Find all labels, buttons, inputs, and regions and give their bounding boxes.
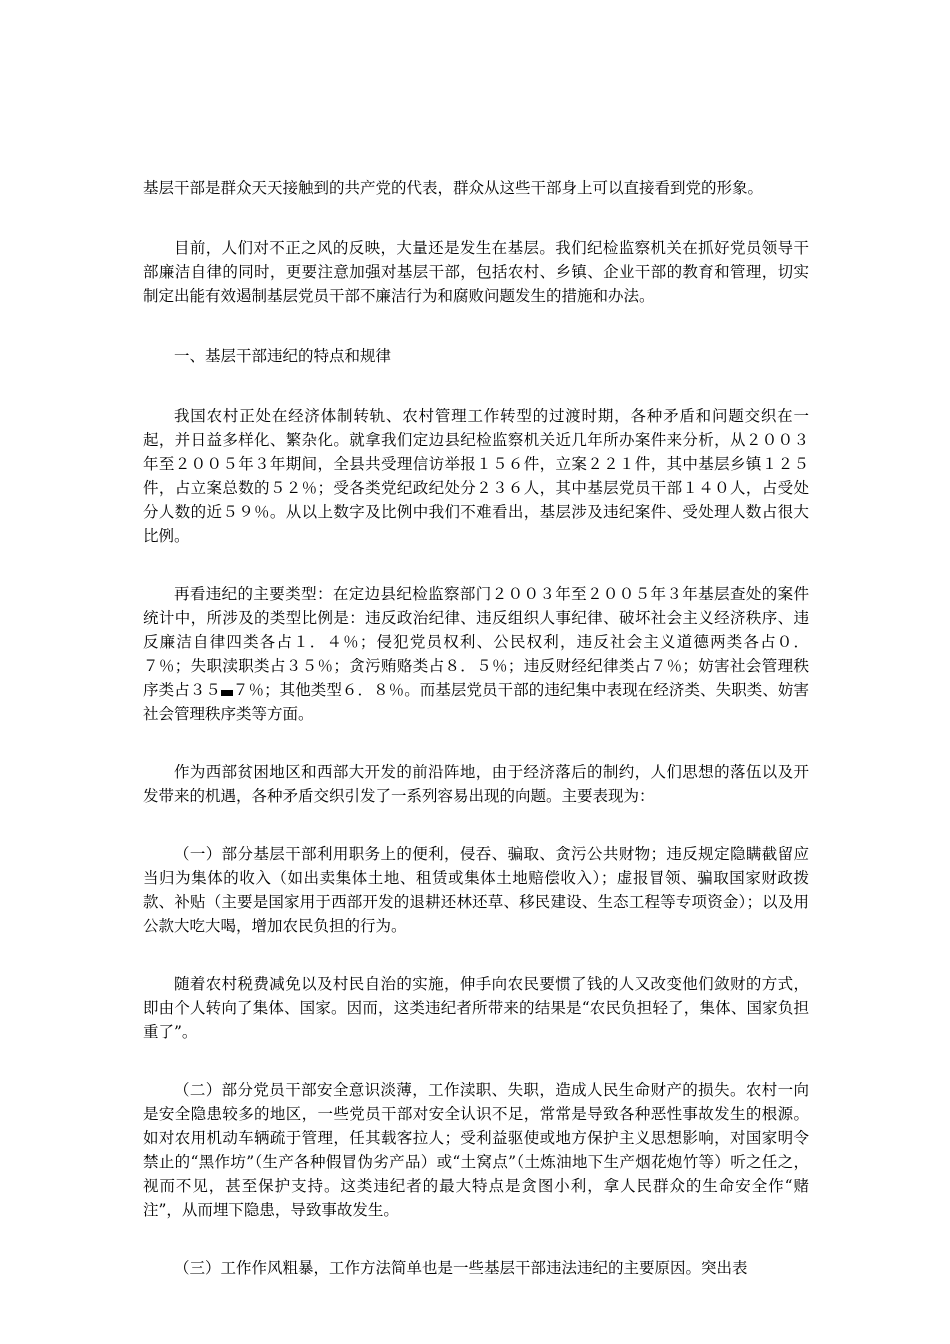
paragraph-4 [143, 582, 809, 726]
paragraph-4-part-2: ７％；其他类型６．８％。而基层党员干部的违纪集中表现在经济类、失职类、妨害社会管理秩序类等方面。 [143, 681, 809, 723]
paragraph-5: 作为西部贫困地区和西部大开发的前沿阵地，由于经济落后的制约，人们思想的落伍以及开发带来的机遇，各种矛盾交织引发了一系列容易出现的向题。主要表现为： [143, 763, 809, 805]
document-body [143, 176, 809, 1280]
paragraph-1: 基层干部是群众天天接触到的共产党的代表，群众从这些干部身上可以直接看到党的形象。 [143, 179, 764, 197]
paragraph-3: 我国农村正处在经济体制转轨、农村管理工作转型的过渡时期，各种矛盾和问题交织在一起，并日益多样化、繁杂化。就拿我们定边县纪检监察机关近几年所办案件来分析，从２００３年至２００５年３年期间，全县共受理信访举报１５６件，立案２２１件，其中基层乡镇１２５件，占立案总数的５２％；受各类党纪政纪处分２３６人，其中基层党员干部１４０人，占受处分人数的近５９％。从以上数字及比例中我们不难看出，基层涉及违纪案件、受处理人数占很大比例。 [143, 407, 809, 545]
paragraph-2: 目前，人们对不正之风的反映，大量还是发生在基层。我们纪检监察机关在抓好党员领导干部廉洁自律的同时，更要注意加强对基层干部，包括农村、乡镇、企业干部的教育和管理，切实制定出能有效遏制基层党员干部不廉洁行为和腐败问题发生的措施和办法。 [143, 239, 809, 305]
paragraph-9: （三）工作作风粗暴，工作方法简单也是一些基层干部违法违纪的主要原因。突出表 [174, 1259, 748, 1277]
paragraph-7: 随着农村税费减免以及村民自治的实施，伸手向农民要惯了钱的人又改变他们敛财的方式，即由个人转向了集体、国家。因而，这类违纪者所带来的结果是“农民负担轻了，集体、国家负担重了”。 [143, 975, 809, 1041]
paragraph-4-part-1: 再看违纪的主要类型：在定边县纪检监察部门２００３年至２００５年３年基层查处的案件统计中，所涉及的类型比例是：违反政治纪律、违反组织人事纪律、破坏社会主义经济秩序、违反廉洁自律四类各占１．４％；侵犯党员权利、公民权利，违反社会主义道德两类各占０．７％；失职渎职类占３５％；贪污贿赂类占８．５％；违反财经纪律类占７％；妨害社会管理秩序类占３５ [143, 585, 809, 699]
section-heading: 一、基层干部违纪的特点和规律 [174, 347, 392, 365]
glyph-mark [221, 690, 233, 696]
paragraph-6: （一）部分基层干部利用职务上的便利，侵吞、骗取、贪污公共财物；违反规定隐瞒截留应当归为集体的收入（如出卖集体土地、租赁或集体土地赔偿收入）；虚报冒领、骗取国家财政拨款、补贴（主要是国家用于西部开发的退耕还林还草、移民建设、生态工程等专项资金）；以及用公款大吃大喝，增加农民负担的行为。 [143, 845, 809, 935]
paragraph-8: （二）部分党员干部安全意识淡薄，工作渎职、失职，造成人民生命财产的损失。农村一向是安全隐患较多的地区，一些党员干部对安全认识不足，常常是导致各种恶性事故发生的根源。如对农用机动车辆疏于管理，任其载客拉人；受利益驱使或地方保护主义思想影响，对国家明令禁止的“黑作坊”（生产各种假冒伪劣产品）或“土窝点”（土炼油地下生产烟花炮竹等）听之任之，视而不见，甚至保护支持。这类违纪者的最大特点是贪图小利，拿人民群众的生命安全作“赌注”，从而埋下隐患，导致事故发生。 [143, 1081, 809, 1219]
